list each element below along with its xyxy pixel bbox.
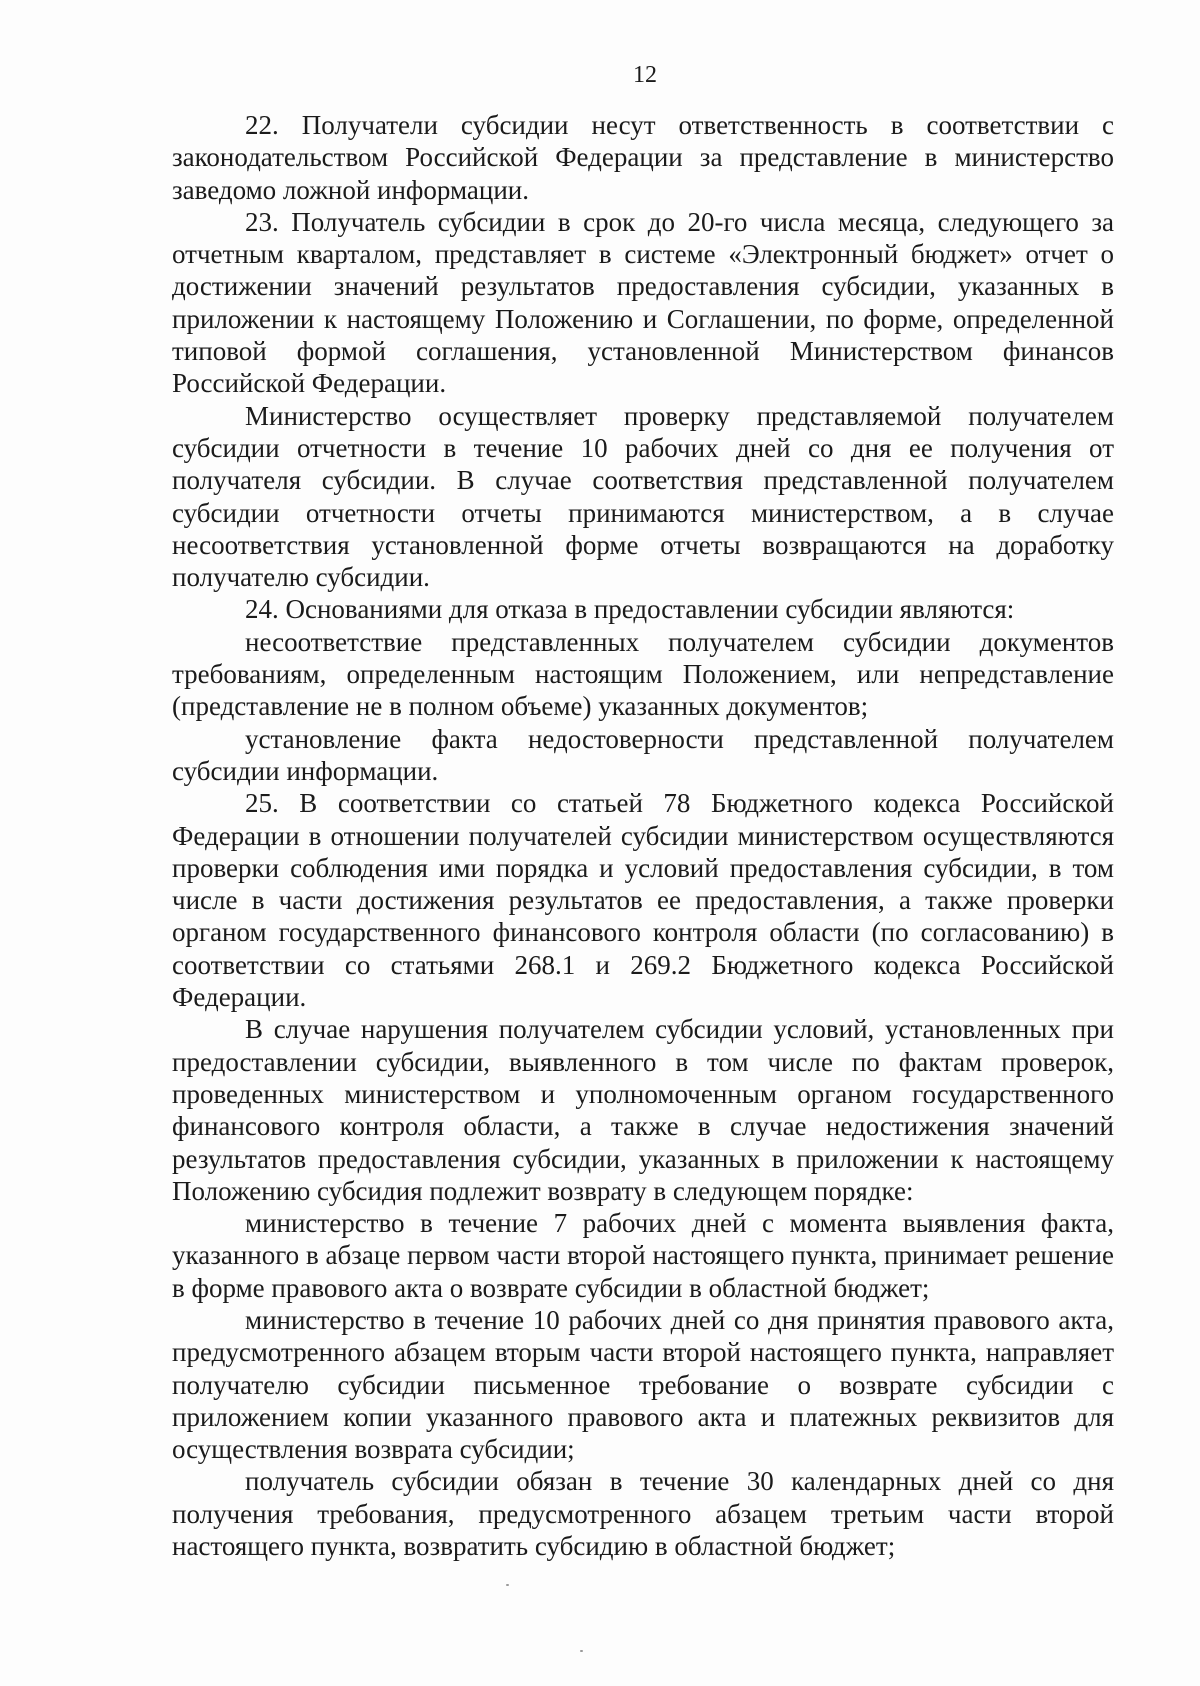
paragraph-24-item-1: несоответствие представленных получателем субсидии документов требованиям, определенным настоящим Положением, или непредставление (представление не в полном объеме) указанных документов;	[172, 626, 1114, 722]
paragraph-25-step-1: министерство в течение 7 рабочих дней с момента выявления факта, указанного в абзаце первом части второй настоящего пункта, принимает решение в форме правового акта о возврате субсидии в областной бюджет;	[172, 1208, 1114, 1303]
paragraph-23-verification: Министерство осуществляет проверку представляемой получателем субсидии отчетности в течение 10 рабочих дней со дня ее получения от получателя субсидии. В случае соответствия представленной получателем субсидии отчетности отчеты принимаются министерством, а в случае несоответствия установленной форме отчеты возвращаются на доработку получателю субсидии.	[172, 400, 1114, 593]
paragraph-25-step-2: министерство в течение 10 рабочих дней со дня принятия правового акта, предусмотренного абзацем вторым части второй настоящего пункта, направляет получателю субсидии письменное требование о возврате субсидии с приложением копии указанного правового акта и платежных реквизитов для осуществления возврата субсидии;	[172, 1304, 1114, 1465]
paragraph-25-violation: В случае нарушения получателем субсидии условий, установленных при предоставлении субсидии, выявленного в том числе по фактам проверок, проведенных министерством и уполномоченным органом государственного финансового контроля области, а также в случае недостижения значений результатов предоставления субсидии, указанных в приложении к настоящему Положению субсидия подлежит возврату в следующем порядке:	[172, 1014, 1114, 1206]
paragraph-25-step-3: получатель субсидии обязан в течение 30 календарных дней со дня получения требования, предусмотренного абзацем третьим части второй настоящего пункта, возвратить субсидию в областной бюджет;	[172, 1466, 1114, 1562]
page-number: 12	[633, 62, 657, 88]
paragraph-22: 22. Получатели субсидии несут ответственность в соответствии с законодательством Российской Федерации за представление в министерство заведомо ложной информации.	[172, 110, 1114, 205]
paragraph-25: 25. В соответствии со статьей 78 Бюджетного кодекса Российской Федерации в отношении получателей субсидии министерством осуществляются проверки соблюдения ими порядка и условий предоставления субсидии, в том числе в части достижения результатов ее предоставления, а также проверки органом государственного финансового контроля области (по согласованию) в соответствии со статьями 268.1 и 269.2 Бюджетного кодекса Российской Федерации.	[172, 788, 1114, 1013]
scan-speck	[580, 1650, 583, 1652]
document-body	[172, 109, 1114, 1562]
paragraph-23: 23. Получатель субсидии в срок до 20-го числа месяца, следующего за отчетным кварталом, представляет в системе «Электронный бюджет» отчет о достижении значений результатов предоставления субсидии, указанных в приложении к настоящему Положению и Соглашении, по форме, определенной типовой формой соглашения, установленной Министерством финансов Российской Федерации.	[172, 206, 1114, 399]
paragraph-24: 24. Основаниями для отказа в предоставлении субсидии являются:	[245, 594, 1015, 625]
paragraph-24-item-2: установление факта недостоверности представленной получателем субсидии информации.	[172, 723, 1114, 786]
scan-speck	[506, 1584, 509, 1586]
